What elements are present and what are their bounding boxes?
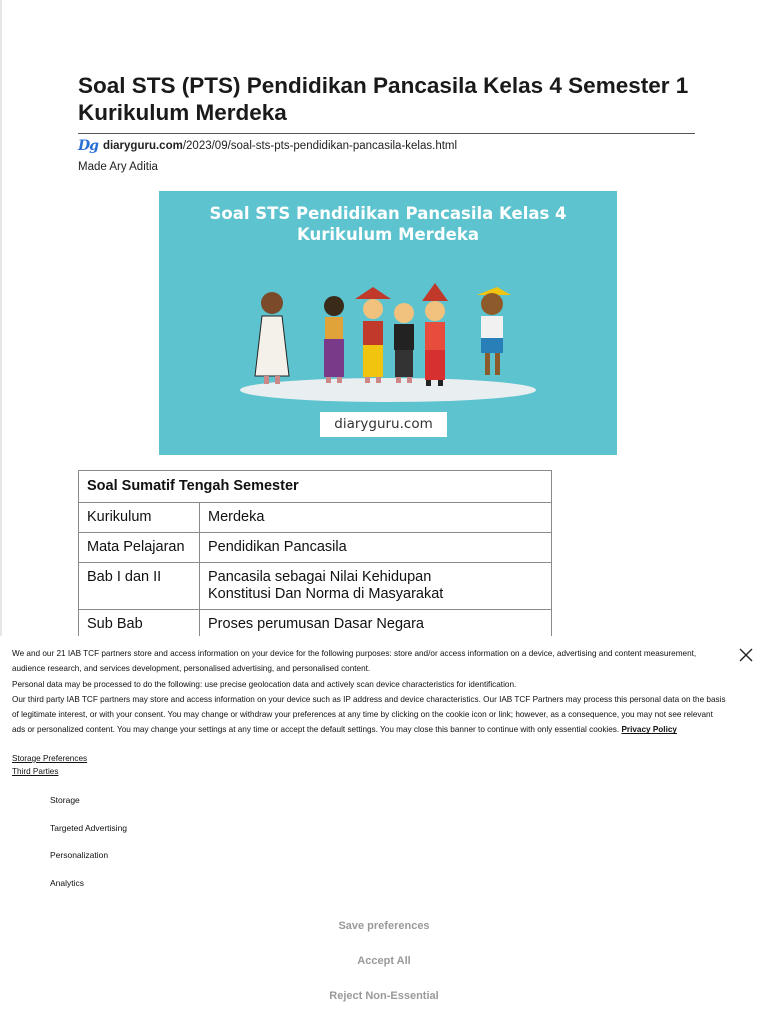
- child-figure-4: [394, 303, 414, 383]
- author-name: Made Ary Aditia: [78, 161, 158, 173]
- table-cell-key: Sub Bab: [79, 610, 200, 640]
- table-row: [79, 610, 552, 640]
- consent-paragraph-3-text: Our third party IAB TCF partners may store and access information on your device such as IP address and device characteristics. Our IAB TCF Partners may process this personal data on the basis of legitimate interest, or with your consent. You may change or withdraw your preferences at any time by clicking on the cookie icon or link; however, as a consequence, you may not see relevant ads or personalized content. You may change your settings at any time or accept the default settings. You may close this banner to continue with only essential cookies.: [12, 694, 726, 735]
- reject-non-essential-button[interactable]: Reject Non-Essential: [329, 990, 439, 1002]
- table-cell-value: Proses perumusan Dasar Negara: [200, 610, 552, 640]
- category-personalization[interactable]: Personalization: [50, 850, 109, 860]
- child-figure-2: [324, 296, 344, 383]
- source-line: [78, 138, 457, 154]
- diaryguru-logo-icon: Dg: [78, 138, 98, 154]
- hero-title-line2: Kurikulum Merdeka: [297, 225, 479, 244]
- source-link[interactable]: [103, 140, 457, 152]
- child-figure-1: [255, 292, 289, 384]
- accept-all-button[interactable]: Accept All: [357, 955, 411, 967]
- table-cell-key: Mata Pelajaran: [79, 533, 200, 563]
- hero-image: [159, 191, 617, 455]
- table-cell-key: Kurikulum: [79, 503, 200, 533]
- third-parties-link[interactable]: Third Parties: [12, 767, 59, 776]
- storage-preferences-link[interactable]: Storage Preferences: [12, 754, 88, 763]
- consent-text: [12, 646, 727, 738]
- source-path: /2023/09/soal-sts-pts-pendidikan-pancasila-kelas.html: [182, 140, 458, 152]
- source-domain: diaryguru.com: [102, 140, 183, 152]
- table-cell-value-line1: Pancasila sebagai Nilai Kehidupan: [208, 569, 432, 585]
- title-divider: [78, 133, 695, 134]
- info-table: [78, 470, 552, 640]
- page-title: Soal STS (PTS) Pendidikan Pancasila Kelas 4 Semester 1 Kurikulum Merdeka: [78, 73, 689, 125]
- table-row: [79, 533, 552, 563]
- consent-paragraph-1: We and our 21 IAB TCF partners store and access information on your device for the following purposes: store and/or access information on a device, advertising and content measurement, audience research, and services development, personalised advertising, and personalised content.: [12, 649, 697, 674]
- consent-categories: [50, 793, 127, 903]
- cookie-consent-banner: [0, 636, 768, 1024]
- save-preferences-button[interactable]: Save preferences: [338, 920, 430, 932]
- category-analytics[interactable]: Analytics: [50, 877, 85, 888]
- consent-paragraph-3: [12, 692, 727, 738]
- table-cell-value-line2: Konstitusi Dan Norma di Masyarakat: [208, 586, 444, 602]
- table-cell-key: Bab I dan II: [79, 563, 200, 610]
- table-row: [79, 503, 552, 533]
- category-storage[interactable]: Storage: [50, 795, 80, 805]
- table-header: Soal Sumatif Tengah Semester: [79, 471, 552, 503]
- consent-links: [12, 752, 87, 778]
- child-figure-5: [422, 283, 448, 386]
- child-figure-3: [355, 287, 391, 383]
- consent-paragraph-2: Personal data may be processed to do the following: use precise geolocation data and actively scan device characteristics for identification.: [12, 679, 517, 689]
- hero-title-line1: Soal STS Pendidikan Pancasila Kelas 4: [209, 204, 567, 223]
- category-targeted-advertising[interactable]: Targeted Advertising: [50, 822, 128, 833]
- hero-badge: diaryguru.com: [320, 412, 447, 437]
- table-cell-value: Pendidikan Pancasila: [200, 533, 552, 563]
- table-cell-value: [200, 563, 552, 610]
- table-cell-value: Merdeka: [200, 503, 552, 533]
- close-icon[interactable]: [738, 647, 754, 663]
- table-header-row: [79, 471, 552, 503]
- privacy-policy-link[interactable]: Privacy Policy: [621, 725, 677, 735]
- child-figure-6: [477, 287, 511, 375]
- table-row: [79, 563, 552, 610]
